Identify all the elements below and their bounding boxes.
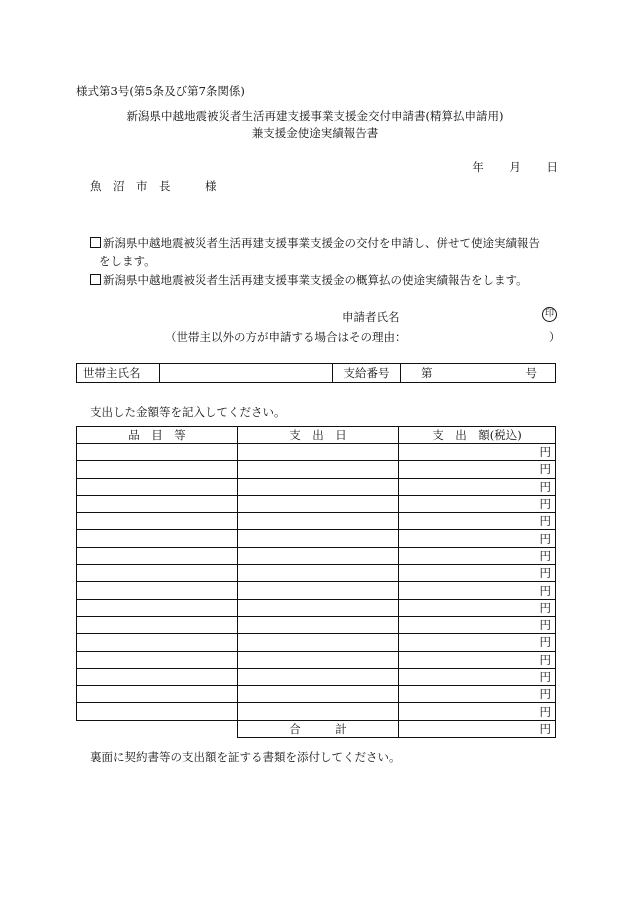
expense-row <box>77 582 556 599</box>
checkbox-2-label: 新潟県中越地震被災者生活再建支援事業支援金の概算払の使途実績報告をします。 <box>103 273 528 287</box>
date-cell[interactable] <box>238 668 399 685</box>
date-cell[interactable] <box>238 651 399 668</box>
amount-cell[interactable]: 円 <box>399 565 556 582</box>
reason-label: （世帯主以外の方が申請する場合はその理由： <box>165 330 407 344</box>
item-cell[interactable] <box>77 461 238 478</box>
recipient: 魚 沼 市 長 様 <box>90 179 217 193</box>
date-cell[interactable] <box>238 703 399 720</box>
date-cell[interactable] <box>238 478 399 495</box>
date-cell[interactable] <box>238 634 399 651</box>
householder-info-table <box>76 363 556 383</box>
date-cell[interactable] <box>238 513 399 530</box>
item-cell[interactable] <box>77 478 238 495</box>
date-cell[interactable] <box>238 547 399 564</box>
payment-number-suffix: 号 <box>525 366 537 380</box>
expense-row <box>77 686 556 703</box>
amount-cell[interactable]: 円 <box>399 703 556 720</box>
expense-row <box>77 495 556 512</box>
expense-row <box>77 668 556 685</box>
expense-row <box>77 444 556 461</box>
amount-cell[interactable]: 円 <box>399 444 556 461</box>
checkbox-2[interactable] <box>90 274 101 285</box>
form-number: 様式第3号(第5条及び第7条関係) <box>76 84 245 98</box>
form-subtitle: 兼支援金使途実績報告書 <box>251 126 379 140</box>
item-cell[interactable] <box>77 651 238 668</box>
footer-note: 裏面に契約書等の支出額を証する書類を添付してください。 <box>90 750 401 764</box>
checkbox-1[interactable] <box>90 237 101 248</box>
instruction-text: 支出した金額等を記入してください。 <box>90 405 286 419</box>
item-cell[interactable] <box>77 530 238 547</box>
amount-cell[interactable]: 円 <box>399 582 556 599</box>
item-cell[interactable] <box>77 444 238 461</box>
expense-row <box>77 513 556 530</box>
checkbox-1-continuation: をします。 <box>99 254 156 268</box>
expense-row <box>77 616 556 633</box>
amount-cell[interactable]: 円 <box>399 547 556 564</box>
total-amount[interactable]: 円 <box>399 720 556 737</box>
header-date: 支 出 日 <box>238 427 399 444</box>
amount-cell[interactable]: 円 <box>399 478 556 495</box>
amount-cell[interactable]: 円 <box>399 668 556 685</box>
item-cell[interactable] <box>77 634 238 651</box>
expense-row <box>77 530 556 547</box>
item-cell[interactable] <box>77 495 238 512</box>
date-cell[interactable] <box>238 616 399 633</box>
payment-number-label: 支給番号 <box>333 364 401 383</box>
date-cell[interactable] <box>238 444 399 461</box>
checkbox-option-2[interactable] <box>90 272 528 288</box>
expense-row <box>77 547 556 564</box>
amount-cell[interactable]: 円 <box>399 513 556 530</box>
date-cell[interactable] <box>238 530 399 547</box>
total-blank <box>77 720 238 737</box>
expense-row <box>77 651 556 668</box>
applicant-name-label: 申請者氏名 <box>342 310 400 324</box>
item-cell[interactable] <box>77 582 238 599</box>
seal-mark: 印 <box>542 307 557 322</box>
item-cell[interactable] <box>77 513 238 530</box>
payment-number-input[interactable] <box>401 364 556 383</box>
reason-close: ） <box>549 330 561 344</box>
expense-table <box>76 426 556 738</box>
item-cell[interactable] <box>77 547 238 564</box>
expense-row <box>77 461 556 478</box>
total-label: 合 計 <box>238 720 399 737</box>
expense-row <box>77 478 556 495</box>
householder-name-label: 世帯主氏名 <box>77 364 160 383</box>
date-cell[interactable] <box>238 495 399 512</box>
checkbox-1-label: 新潟県中越地震被災者生活再建支援事業支援金の交付を申請し、併せて使途実績報告 <box>103 236 540 250</box>
date-field[interactable]: 年 月 日 <box>472 160 558 174</box>
expense-row <box>77 634 556 651</box>
date-cell[interactable] <box>238 461 399 478</box>
total-row <box>77 720 556 737</box>
expense-row <box>77 599 556 616</box>
item-cell[interactable] <box>77 668 238 685</box>
header-amount: 支 出 額(税込) <box>399 427 556 444</box>
expense-row <box>77 565 556 582</box>
date-cell[interactable] <box>238 565 399 582</box>
amount-cell[interactable]: 円 <box>399 634 556 651</box>
item-cell[interactable] <box>77 565 238 582</box>
amount-cell[interactable]: 円 <box>399 599 556 616</box>
item-cell[interactable] <box>77 599 238 616</box>
expense-row <box>77 703 556 720</box>
payment-number-prefix: 第 <box>421 366 433 380</box>
date-cell[interactable] <box>238 599 399 616</box>
householder-name-input[interactable] <box>160 364 333 383</box>
item-cell[interactable] <box>77 686 238 703</box>
amount-cell[interactable]: 円 <box>399 616 556 633</box>
date-cell[interactable] <box>238 582 399 599</box>
date-cell[interactable] <box>238 686 399 703</box>
amount-cell[interactable]: 円 <box>399 530 556 547</box>
amount-cell[interactable]: 円 <box>399 651 556 668</box>
checkbox-option-1[interactable] <box>90 235 540 251</box>
header-item: 品 目 等 <box>77 427 238 444</box>
form-title: 新潟県中越地震被災者生活再建支援事業支援金交付申請書(精算払申請用) <box>126 109 504 123</box>
amount-cell[interactable]: 円 <box>399 461 556 478</box>
item-cell[interactable] <box>77 703 238 720</box>
amount-cell[interactable]: 円 <box>399 495 556 512</box>
amount-cell[interactable]: 円 <box>399 686 556 703</box>
item-cell[interactable] <box>77 616 238 633</box>
